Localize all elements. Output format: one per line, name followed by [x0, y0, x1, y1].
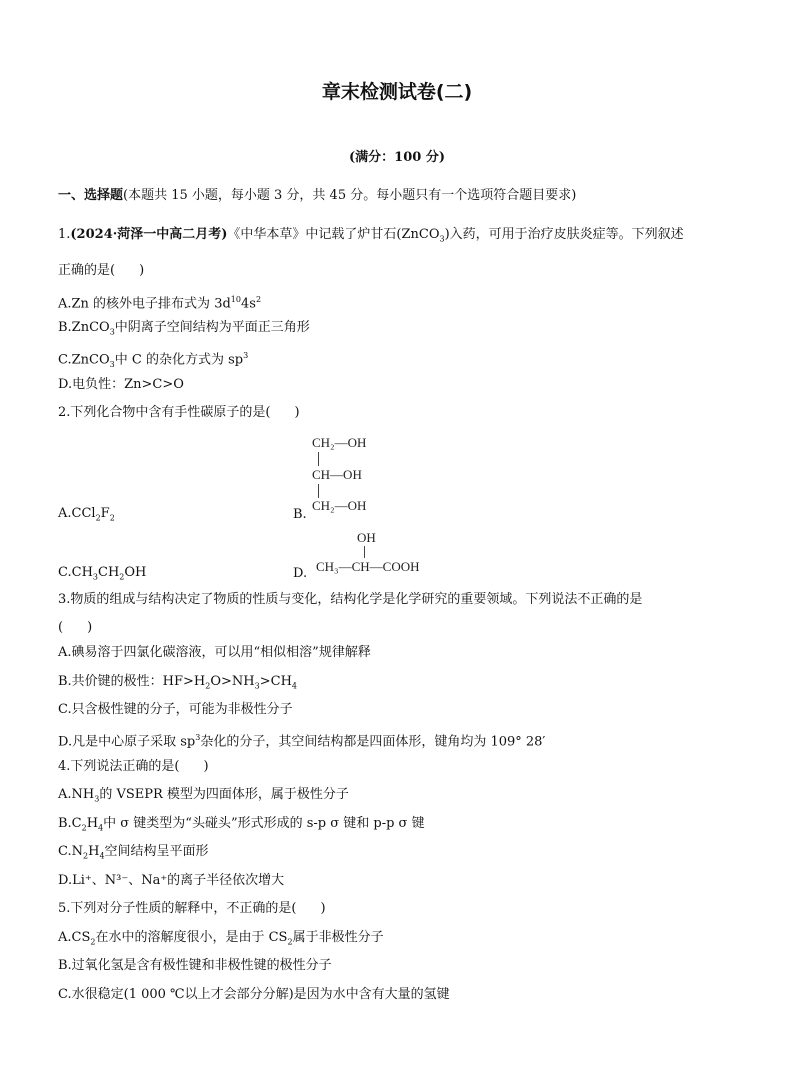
- q2-b-bond-2: [318, 484, 319, 498]
- section-label: 一、选择题: [58, 188, 124, 203]
- q2-a-text2: F: [100, 506, 110, 521]
- q3-close: ): [87, 620, 93, 635]
- q1-c-text: C.ZnCO: [58, 352, 110, 368]
- q3-d-text: D.凡是中心原子采取 sp: [58, 734, 196, 750]
- q4-option-c: $C.N_2H_4$空间结构呈平面形: [58, 844, 209, 861]
- q4-b-text2: H: [86, 816, 99, 831]
- q1-source: (2024·菏泽一中高二月考): [70, 227, 228, 242]
- q2-option-c: $C.CH_3CH_2OH$: [58, 565, 147, 582]
- q2-c-text: C.CH: [58, 565, 93, 580]
- q2-d-chain: CH₃—CH—COOH: [316, 559, 420, 574]
- q2-d-bond: [364, 546, 365, 558]
- q5-option-b: B.过氧化氢是含有极性键和非极性键的极性分子: [58, 958, 332, 973]
- full-score: (满分：100 分): [349, 150, 445, 165]
- q5-close: ): [320, 901, 326, 916]
- q1-b-text2: 中阴离子空间结构为平面正三角形: [114, 320, 310, 335]
- q4-option-a: $A.NH_3$的 VSEPR 模型为四面体形，属于极性分子: [58, 787, 349, 804]
- q1-b-text: B.ZnCO: [58, 320, 110, 335]
- q2-c-text3: OH: [124, 565, 147, 580]
- q5-a-text3: 属于非极性分子: [292, 930, 384, 945]
- q4-close: ): [203, 759, 209, 774]
- q1-stem: 1.(2024·菏泽一中高二月考)《中华本草》中记载了炉甘石(ZnCO$_3$)入药，可用于治疗皮肤炎症等。下列叙述: [58, 227, 684, 244]
- q1-option-c: C.ZnCO$_3$中 C 的杂化方式为 $sp^3$: [58, 351, 249, 369]
- q2-option-a: $A.CCl_2F_2$: [58, 506, 115, 523]
- q3-option-d: D.凡是中心原子采取 $sp^3$杂化的分子，其空间结构都是四面体形，键角均为 109° 28′: [58, 733, 546, 750]
- q2-option-d-label: D.: [293, 566, 308, 581]
- q5-option-a: $A.CS_2$在水中的溶解度很小，是由于 $CS_2$属于非极性分子: [58, 930, 384, 947]
- q5-option-c: C.水很稳定(1 000 ℃以上才会部分分解)是因为水中含有大量的氢键: [58, 987, 450, 1002]
- q4-b-text: B.C: [58, 816, 82, 831]
- q2-option-b-label: B.: [293, 507, 307, 522]
- q1-text-b: )入药，可用于治疗皮肤炎症等。下列叙述: [444, 227, 684, 242]
- q1-num: 1.: [58, 227, 71, 242]
- q5-a-text: A.CS: [58, 930, 91, 945]
- q4-c-text: C.N: [58, 844, 83, 859]
- q3-b-text: B.共价键的极性：HF>H: [58, 674, 206, 689]
- q1-option-d: D.电负性：Zn>C>O: [58, 377, 184, 392]
- q3-paren: [58, 619, 92, 637]
- q2-stem: [58, 404, 300, 422]
- q3-option-b: B.共价键的极性：$HF>H_2O>NH_3>CH_4$: [58, 674, 298, 691]
- q3-d-text2: 杂化的分子，其空间结构都是四面体形，键角均为 109° 28′: [200, 734, 546, 750]
- section-desc: (本题共 15 小题，每小题 3 分，共 45 分。每小题只有一个选项符合题目要求): [123, 188, 577, 203]
- q4-c-text2: H: [88, 844, 100, 859]
- q5-stem: [58, 900, 326, 918]
- q4-stem-text: 4.下列说法正确的是(: [58, 759, 180, 774]
- q3-open: (: [58, 620, 64, 635]
- page-title: 章末检测试卷(二): [321, 81, 473, 103]
- q1-a-text2: 4s: [240, 296, 256, 312]
- q2-d-oh: OH: [357, 530, 376, 545]
- q1-c-text2: 中 C 的杂化方式为 sp: [114, 352, 244, 368]
- q3-b-text2: O>NH: [210, 674, 255, 689]
- q2-b-ch2-bot: CH₂—OH: [312, 498, 367, 513]
- q4-a-text: A.NH: [58, 787, 95, 802]
- section-heading: [58, 187, 576, 205]
- q1-stem-line2: [58, 262, 144, 280]
- q4-c-text3: 空间结构呈平面形: [104, 844, 209, 859]
- q1-close: ): [139, 263, 145, 278]
- q2-b-bond-1: [318, 452, 319, 466]
- q2-a-text: A.CCl: [58, 506, 96, 521]
- q2-b-ch: CH—OH: [312, 467, 362, 482]
- q2-c-text2: CH: [98, 565, 120, 580]
- q4-option-d: D.Li⁺、N³⁻、Na⁺的离子半径依次增大: [58, 873, 285, 888]
- q1-option-b: B.ZnCO$_3$中阴离子空间结构为平面正三角形: [58, 320, 310, 337]
- q2-close: ): [294, 405, 300, 420]
- q4-b-text3: 中 σ 键类型为“头碰头”形式形成的 s-p σ 键和 p-p σ 键: [103, 816, 425, 831]
- q4-stem: [58, 758, 209, 776]
- q4-option-b: $B.C_2H_4$中 σ 键类型为“头碰头”形式形成的 s-p σ 键和 p-p σ 键: [58, 816, 425, 833]
- q1-text-a: 《中华本草》中记载了炉甘石(ZnCO: [227, 227, 440, 242]
- q3-b-text3: >CH: [259, 674, 292, 689]
- q3-stem: 3.物质的组成与结构决定了物质的性质与变化，结构化学是化学研究的重要领域。下列说法不正确的是: [58, 592, 643, 607]
- q5-stem-text: 5.下列对分子性质的解释中，不正确的是(: [58, 901, 297, 916]
- q2-stem-text: 2.下列化合物中含有手性碳原子的是(: [58, 405, 271, 420]
- q4-a-text2: 的 VSEPR 模型为四面体形，属于极性分子: [99, 787, 349, 802]
- q1-a-text: A.Zn 的核外电子排布式为 3d: [58, 296, 231, 312]
- q5-a-text2: 在水中的溶解度很小，是由于 CS: [95, 930, 288, 945]
- q1-text2: 正确的是(: [58, 263, 116, 278]
- q2-b-ch2-top: CH₂—OH: [312, 435, 367, 450]
- q1-option-a: A.Zn 的核外电子排布式为 $3d^{10}4s^2$: [58, 295, 262, 312]
- q3-option-a: A.碘易溶于四氯化碳溶液，可以用“相似相溶”规律解释: [58, 645, 371, 660]
- q3-option-c: C.只含极性键的分子，可能为非极性分子: [58, 702, 293, 717]
